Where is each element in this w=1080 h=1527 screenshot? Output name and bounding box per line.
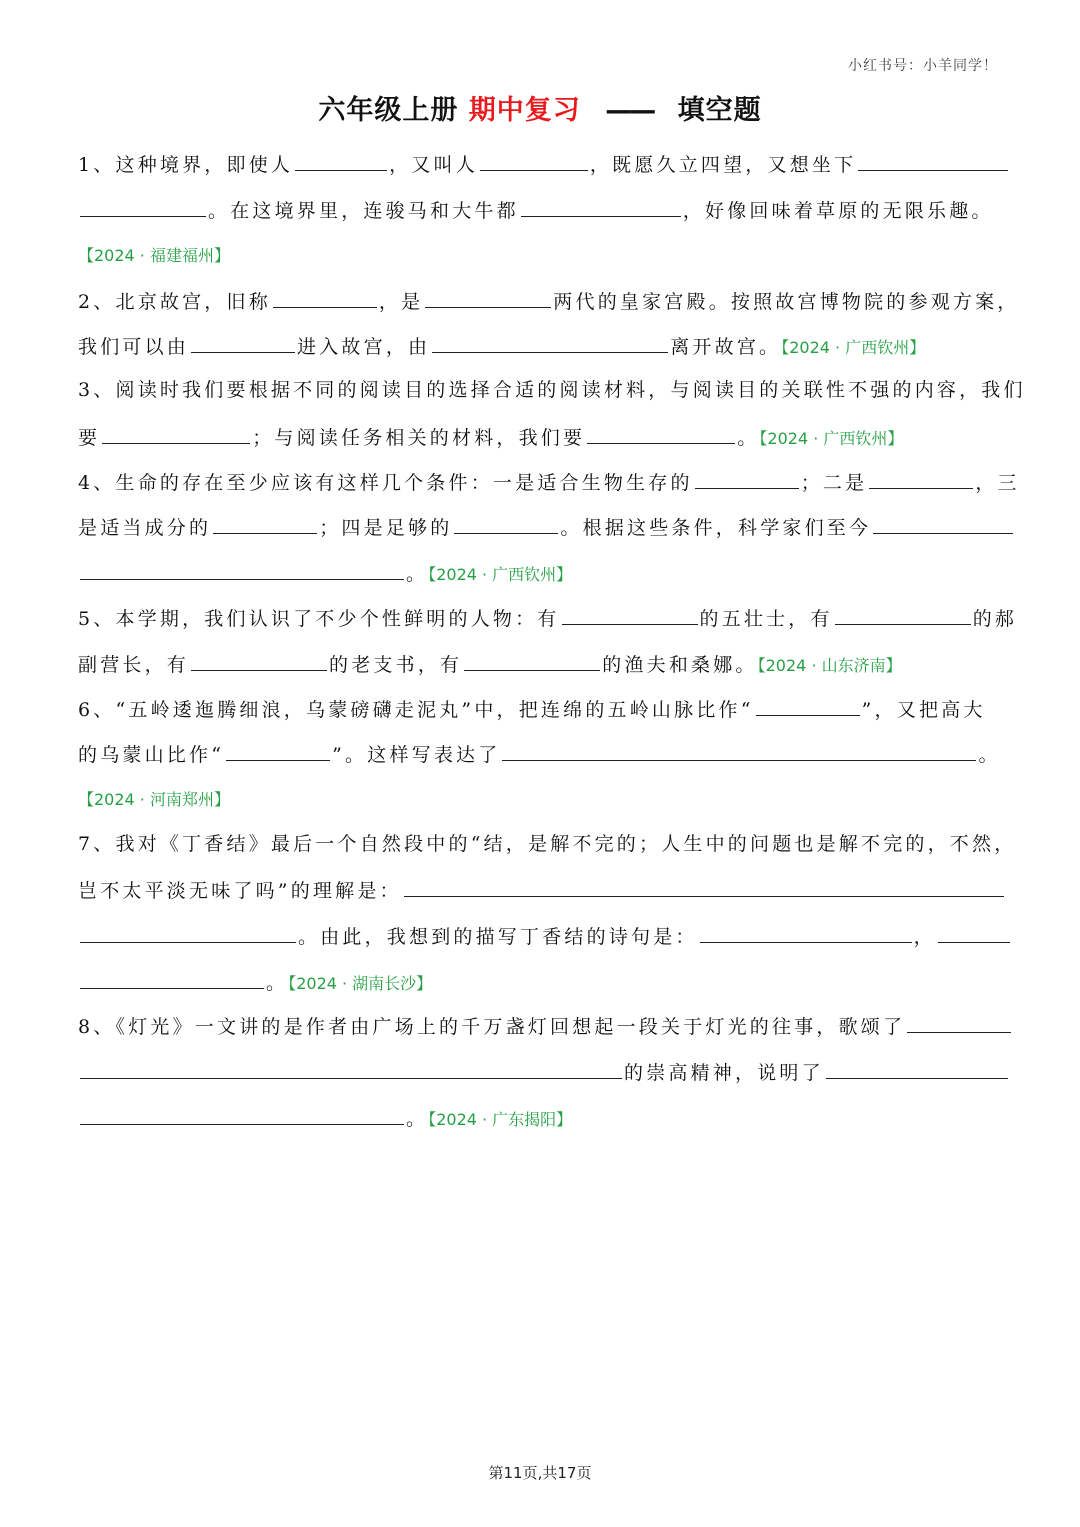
blank[interactable]: [80, 557, 404, 580]
q3-line2: 要 ；与阅读任务相关的材料，我们要 。【2024 · 广西钦州】: [78, 421, 903, 451]
source-tag-q1: 【2024 · 福建福州】: [78, 246, 230, 265]
q7-line1: 7、我对《丁香结》最后一个自然段中的“结，是解不完的；人生中的问题也是解不完的，不然，: [78, 833, 1017, 855]
q8-line1: 8、《灯光》一文讲的是作者由广场上的千万盏灯回想起一段关于灯光的往事，歌颂了: [78, 1010, 1013, 1040]
blank[interactable]: [80, 1102, 404, 1125]
blank[interactable]: [826, 1056, 1008, 1079]
blank[interactable]: [191, 648, 327, 671]
blank[interactable]: [80, 194, 206, 217]
watermark: 小红书号：小羊同学！: [848, 58, 998, 74]
blank[interactable]: [480, 148, 588, 171]
blank[interactable]: [425, 285, 551, 308]
blank[interactable]: [80, 1056, 622, 1079]
blank[interactable]: [102, 421, 250, 444]
q5-line2: 副营长，有 的老支书，有 的渔夫和桑娜。【2024 · 山东济南】: [78, 648, 902, 678]
q4-line1: 4、生命的存在至少应该有这样几个条件：一是适合生物生存的 ；二是 ，三: [78, 466, 1020, 496]
q2-line2: 我们可以由 进入故宫，由 离开故宫。【2024 · 广西钦州】: [78, 330, 925, 360]
source-tag-q5: 【2024 · 山东济南】: [757, 656, 902, 675]
blank[interactable]: [562, 602, 698, 625]
q7-line4: 。【2024 · 湖南长沙】: [78, 966, 432, 996]
source-tag-q3: 【2024 · 广西钦州】: [759, 429, 904, 448]
title-type: 填空题: [677, 95, 762, 126]
blank[interactable]: [873, 511, 1013, 534]
blank[interactable]: [521, 194, 681, 217]
blank[interactable]: [587, 421, 735, 444]
page-number: 第11页,共17页: [488, 1464, 592, 1482]
source-tag-q2: 【2024 · 广西钦州】: [781, 338, 926, 357]
q5-line1: 5、本学期，我们认识了不少个性鲜明的人物：有 的五壮士，有 的郝: [78, 602, 1017, 632]
q6-line2: 的乌蒙山比作“ ”。这样写表达了 。: [78, 738, 1001, 768]
blank[interactable]: [295, 148, 387, 171]
blank[interactable]: [938, 920, 1010, 943]
blank[interactable]: [700, 920, 912, 943]
q2-line1: 2、北京故宫，旧称 ，是 两代的皇家宫殿。按照故宫博物院的参观方案，: [78, 285, 1020, 315]
page-title: [0, 88, 1080, 127]
title-highlight: 期中复习: [468, 95, 581, 126]
blank[interactable]: [907, 1010, 1011, 1033]
q3-line1: 3、阅读时我们要根据不同的阅读目的选择合适的阅读材料，与阅读目的关联性不强的内容，我们: [78, 379, 1026, 401]
q4-line3: 。【2024 · 广西钦州】: [78, 557, 572, 587]
blank[interactable]: [756, 693, 860, 716]
title-grade: 六年级上册: [318, 95, 459, 126]
q1-line2: 。在这境界里，连骏马和大牛都 ，好像回味着草原的无限乐趣。: [78, 194, 994, 224]
source-tag-q4: 【2024 · 广西钦州】: [428, 565, 573, 584]
source-tag-q7: 【2024 · 湖南长沙】: [288, 974, 433, 993]
q4-line2: 是适当成分的 ；四是足够的 。根据这些条件，科学家们至今: [78, 511, 1015, 541]
q8-line2: 的崇高精神，说明了: [78, 1056, 1010, 1086]
title-dash: ——: [605, 95, 654, 126]
blank[interactable]: [191, 330, 295, 353]
blank[interactable]: [273, 285, 377, 308]
blank[interactable]: [404, 874, 1004, 897]
blank[interactable]: [213, 511, 317, 534]
blank[interactable]: [502, 738, 976, 761]
q7-line3: 。由此，我想到的描写丁香结的诗句是： ，: [78, 920, 1012, 950]
q6-line1: 6、“五岭逶迤腾细浪，乌蒙磅礴走泥丸”中，把连绵的五岭山脉比作“ ”，又把高大: [78, 693, 986, 723]
blank[interactable]: [464, 648, 600, 671]
blank[interactable]: [80, 920, 296, 943]
blank[interactable]: [858, 148, 1008, 171]
blank[interactable]: [454, 511, 558, 534]
source-tag-q6: 【2024 · 河南郑州】: [78, 790, 230, 809]
blank[interactable]: [869, 466, 973, 489]
blank[interactable]: [695, 466, 799, 489]
blank[interactable]: [432, 330, 668, 353]
source-tag-q8: 【2024 · 广东揭阳】: [428, 1110, 573, 1129]
blank[interactable]: [80, 966, 264, 989]
blank[interactable]: [835, 602, 971, 625]
blank[interactable]: [226, 738, 330, 761]
q7-line2: 岂不太平淡无味了吗”的理解是：: [78, 874, 1006, 904]
q1-line1: 1、这种境界，即使人 ，又叫人 ，既愿久立四望，又想坐下: [78, 148, 1010, 178]
q8-line3: 。【2024 · 广东揭阳】: [78, 1102, 572, 1132]
